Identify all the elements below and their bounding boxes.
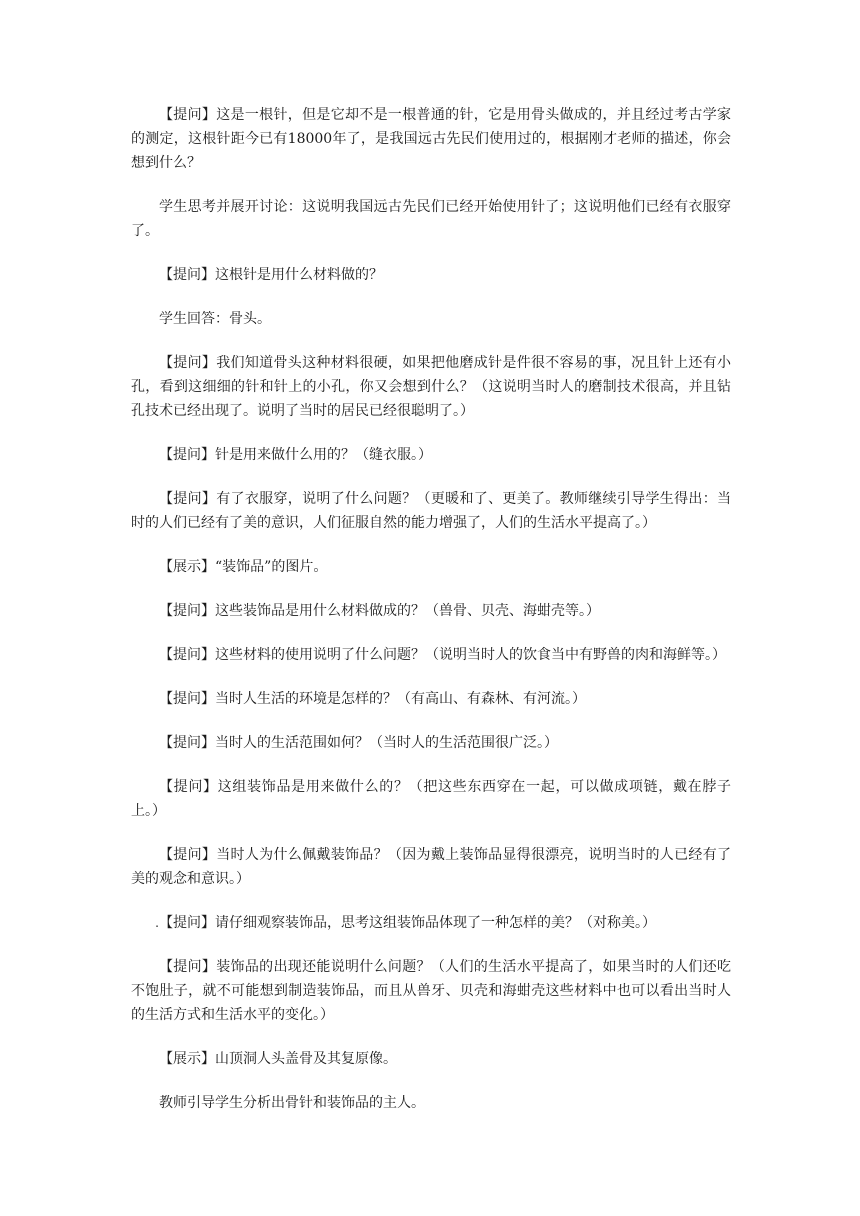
paragraph-living-standard-question: 【提问】装饰品的出现还能说明什么问题？（人们的生活水平提高了，如果当时的人们还吃不饱肚子，就不可能想到制造装饰品，而且从兽牙、贝壳和海蚶壳这些材料中也可以看出当时人的生活方式和生活水平的变化。）: [131, 959, 731, 1023]
paragraph-living-range-question: 【提问】当时人的生活范围如何？（当时人的生活范围很广泛。）: [159, 735, 558, 751]
paragraph-student-answer: 学生回答：骨头。: [159, 311, 271, 327]
paragraph-wearing-reason-question: 【提问】当时人为什么佩戴装饰品？（因为戴上装饰品显得很漂亮，说明当时的人已经有了美的观念和意识。）: [131, 847, 731, 887]
paragraph-show-ornaments: 【展示】“装饰品”的图片。: [159, 559, 328, 575]
paragraph-environment-question: 【提问】当时人生活的环境是怎样的？（有高山、有森林、有河流。）: [159, 691, 586, 707]
paragraph-grinding-question: 【提问】我们知道骨头这种材料很硬，如果把他磨成针是件很不容易的事，况且针上还有小孔，看到这细细的针和针上的小孔，你又会想到什么？（这说明当时人的磨制技术很高，并且钻孔技术已经出现了。说明了当时的居民已经很聪明了。）: [131, 355, 731, 419]
document-body: [131, 103, 731, 1135]
stray-mark: .: [155, 916, 159, 930]
paragraph-ornament-material-question: 【提问】这些装饰品是用什么材料做成的？（兽骨、贝壳、海蚶壳等。）: [159, 603, 600, 619]
paragraph-ornament-use-question: 【提问】这组装饰品是用来做什么的？（把这些东西穿在一起，可以做成项链，戴在脖子上。）: [131, 779, 731, 819]
paragraph-needle-use-question: 【提问】针是用来做什么用的？（缝衣服。）: [159, 447, 432, 463]
paragraph-bone-needle-question: 【提问】这是一根针，但是它却不是一根普通的针，它是用骨头做成的，并且经过考古学家的测定，这根针距今已有18000年了，是我国远古先民们使用过的，根据刚才老师的描述，你会想到什么？: [131, 107, 731, 171]
paragraph-material-question: 【提问】这根针是用什么材料做的？: [159, 267, 383, 283]
paragraph-material-meaning-question: 【提问】这些材料的使用说明了什么问题？（说明当时人的饮食当中有野兽的肉和海鲜等。）: [159, 647, 726, 663]
paragraph-clothing-question: 【提问】有了衣服穿，说明了什么问题？（更暖和了、更美了。教师继续引导学生得出：当时的人们已经有了美的意识，人们征服自然的能力增强了，人们的生活水平提高了。）: [131, 491, 731, 531]
paragraph-show-skull: 【展示】山顶洞人头盖骨及其复原像。: [159, 1051, 397, 1067]
paragraph-symmetry-question: [131, 911, 731, 935]
paragraph-symmetry-text: 【提问】请仔细观察装饰品，思考这组装饰品体现了一种怎样的美？（对称美。）: [159, 915, 656, 931]
paragraph-student-discussion: 学生思考并展开讨论：这说明我国远古先民们已经开始使用针了；这说明他们已经有衣服穿了。: [131, 199, 731, 239]
paragraph-teacher-guidance: 教师引导学生分析出骨针和装饰品的主人。: [159, 1095, 425, 1111]
